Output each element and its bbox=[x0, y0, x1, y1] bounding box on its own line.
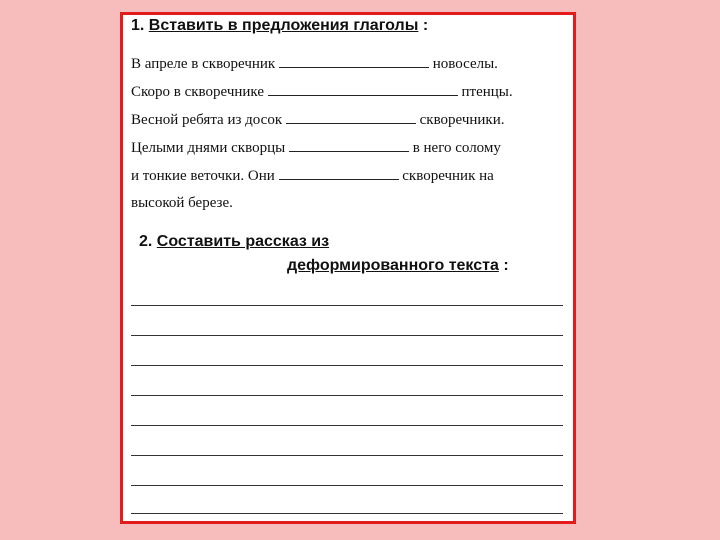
task1-line-3 bbox=[131, 109, 505, 129]
task2-header-line-1 bbox=[139, 233, 329, 251]
line-3-end: скворечники. bbox=[419, 112, 505, 128]
writing-line-7[interactable] bbox=[131, 485, 563, 486]
task2-header-line-2 bbox=[287, 257, 509, 275]
task2-title-line-1: Составить рассказ из bbox=[156, 233, 330, 250]
line-3-start: Весной ребята из досок bbox=[131, 112, 283, 128]
task2-colon: : bbox=[503, 257, 509, 274]
blank-4[interactable] bbox=[289, 137, 409, 152]
task2-title-line-2: деформированного текста bbox=[287, 257, 499, 274]
task1-line-2 bbox=[131, 81, 513, 101]
task2-number: 2. bbox=[139, 233, 153, 250]
writing-line-6[interactable] bbox=[131, 455, 563, 456]
line-2-end: птенцы. bbox=[461, 84, 513, 100]
task1-line-5 bbox=[131, 165, 494, 185]
writing-line-1[interactable] bbox=[131, 305, 563, 306]
task1-line-4 bbox=[131, 137, 501, 157]
task1-number: 1. bbox=[131, 17, 145, 34]
blank-3[interactable] bbox=[286, 109, 416, 124]
blank-1[interactable] bbox=[279, 53, 429, 68]
writing-line-4[interactable] bbox=[131, 395, 563, 396]
writing-line-2[interactable] bbox=[131, 335, 563, 336]
line-6-start: высокой березе. bbox=[131, 195, 233, 211]
line-4-end: в него солому bbox=[412, 140, 501, 156]
task1-line-6 bbox=[131, 193, 233, 213]
line-1-start: В апреле в скворечник bbox=[131, 56, 276, 72]
line-5-start: и тонкие веточки. Они bbox=[131, 168, 275, 184]
worksheet-page bbox=[120, 12, 576, 524]
task1-line-1 bbox=[131, 53, 498, 73]
task1-header bbox=[131, 17, 428, 35]
task1-title: Вставить в предложения глаголы bbox=[148, 17, 419, 34]
blank-2[interactable] bbox=[268, 81, 458, 96]
writing-line-3[interactable] bbox=[131, 365, 563, 366]
task1-colon: : bbox=[422, 17, 429, 34]
line-1-end: новоселы. bbox=[432, 56, 498, 72]
writing-line-5[interactable] bbox=[131, 425, 563, 426]
line-2-start: Скоро в скворечнике bbox=[131, 84, 264, 100]
writing-line-8[interactable] bbox=[131, 513, 563, 514]
line-5-end: скворечник на bbox=[402, 168, 494, 184]
line-4-start: Целыми днями скворцы bbox=[131, 140, 286, 156]
blank-5[interactable] bbox=[279, 165, 399, 180]
